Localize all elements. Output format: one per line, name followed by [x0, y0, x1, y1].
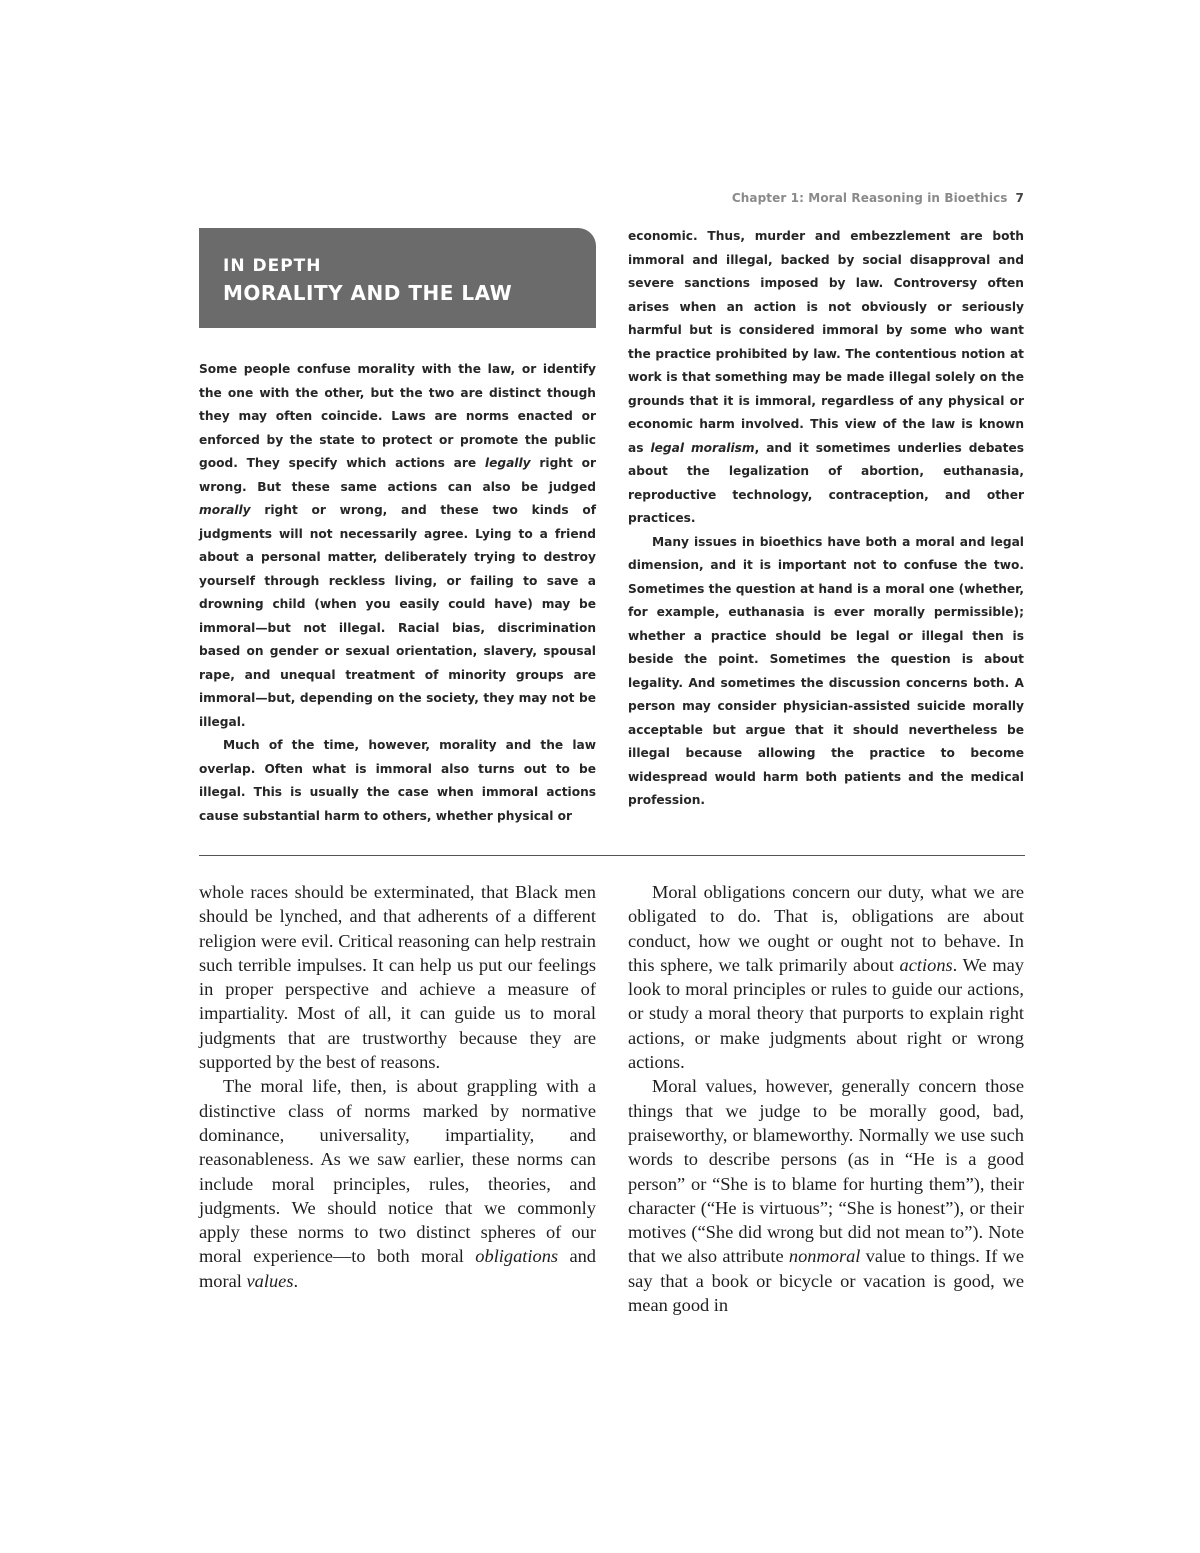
in-depth-box-header	[199, 228, 596, 328]
emphasis: legal moralism	[650, 440, 755, 455]
text-run: Moral obligations concern our duty, what we are obligated to do. That is, obligations are about conduct, how we ought or ought not to behave. In this sphere, we talk primarily about	[628, 882, 1024, 975]
emphasis: nonmoral	[788, 1246, 861, 1267]
text-run: , and it sometimes underlies debates about the legalization of abortion, euthanasia, reproductive technology, contraception, and other practices.	[628, 440, 1024, 525]
text-run: value to things. If we say that a book or bicycle or vacation is good, we mean good in	[628, 1246, 1024, 1316]
body-paragraph: whole races should be exterminated, that Black men should be lynched, and that adherents of a different religion were evil. Critical reasoning can help restrain such terrible impulses. It can help us put our feelings in proper perspective and achieve a measure of impartiality. Most of all, it can guide us to moral judgments that are trustworthy because they are supported by the best of reasons.	[199, 882, 596, 1073]
section-divider	[199, 855, 1025, 856]
in-depth-paragraph: Much of the time, however, morality and the law overlap. Often what is immoral also turns out to be illegal. This is usually the case when immoral actions cause substantial harm to others, whether physical or	[199, 738, 596, 823]
text-run: The moral life, then, is about grappling with a distinctive class of norms marked by normative dominance, universality, impartiality, and reasonableness. As we saw earlier, these norms can include moral principles, rules, theories, and judgments. We should notice that we commonly apply these norms to two distinct spheres of our moral experience—to both moral	[199, 1076, 596, 1267]
in-depth-paragraph	[199, 358, 596, 734]
text-run: Moral values, however, generally concern those things that we judge to be morally good, bad, praiseworthy, or blameworthy. Normally we use such words to describe persons (as in “He is a good person” or “She is to blame for hurting them”), their character (“He is virtuous”; “She is honest”), or their motives (“She did wrong but did not mean to”). Note that we also attribute	[628, 1076, 1024, 1267]
in-depth-right-column	[628, 225, 1024, 813]
in-depth-paragraph	[628, 225, 1024, 531]
text-run: and moral	[199, 1246, 596, 1291]
in-depth-kicker: IN DEPTH	[223, 256, 322, 276]
text-run: .	[293, 1270, 299, 1291]
emphasis: legally	[484, 456, 531, 470]
text-run: right or wrong. But these same actions can also be judged	[199, 456, 596, 494]
text-run: right or wrong, and these two kinds of judgments will not necessarily agree. Lying to a friend about a personal matter, deliberately trying to destroy yourself through reckless living, or failing to save a drowning child (when you easily could have) may be immoral—but not illegal. Racial bias, discrimination based on gender or sexual orientation, slavery, spousal rape, and unequal treatment of minority groups are immoral—but, depending on the society, they may not be illegal.	[199, 503, 596, 729]
page-number: 7	[1015, 191, 1024, 205]
emphasis: obligations	[475, 1246, 559, 1267]
running-head	[732, 191, 1024, 205]
body-right-column	[628, 880, 1024, 1317]
text-run: . We may look to moral principles or rules to guide our actions, or study a moral theory that purports to explain right actions, or make judgments about right or wrong actions.	[628, 954, 1024, 1073]
body-left-column	[199, 880, 596, 1293]
running-head-title: Chapter 1: Moral Reasoning in Bioethics	[731, 191, 1008, 205]
body-paragraph	[628, 1074, 1024, 1317]
emphasis: morally	[199, 503, 251, 517]
body-paragraph	[199, 1074, 596, 1293]
in-depth-title: MORALITY AND THE LAW	[223, 281, 513, 305]
in-depth-left-column	[199, 358, 596, 828]
emphasis: values	[246, 1270, 294, 1291]
text-run: economic. Thus, murder and embezzlement are both immoral and illegal, backed by social disapproval and severe sanctions imposed by law. Controversy often arises when an action is not obviously or seriously harmful but is considered immoral by some who want the practice prohibited by law. The contentious notion at work is that something may be made illegal solely on the grounds that it is immoral, regardless of any physical or economic harm involved. This view of the law is known as	[628, 229, 1024, 455]
body-paragraph	[628, 880, 1024, 1074]
text-run: Some people confuse morality with the law, or identify the one with the other, but the two are distinct though they may often coincide. Laws are norms enacted or enforced by the state to protect or promote the public good. They specify which actions are	[199, 362, 596, 470]
emphasis: actions	[899, 954, 953, 975]
in-depth-paragraph: Many issues in bioethics have both a moral and legal dimension, and it is important not to confuse the two. Sometimes the question at hand is a moral one (whether, for example, euthanasia is ever morally permissible); whether a practice should be legal or illegal then is beside the point. Sometimes the question is about legality. And sometimes the discussion concerns both. A person may consider physician-assisted suicide morally acceptable but argue that it should nevertheless be illegal because allowing the practice to become widespread would harm both patients and the medical profession.	[628, 534, 1024, 807]
